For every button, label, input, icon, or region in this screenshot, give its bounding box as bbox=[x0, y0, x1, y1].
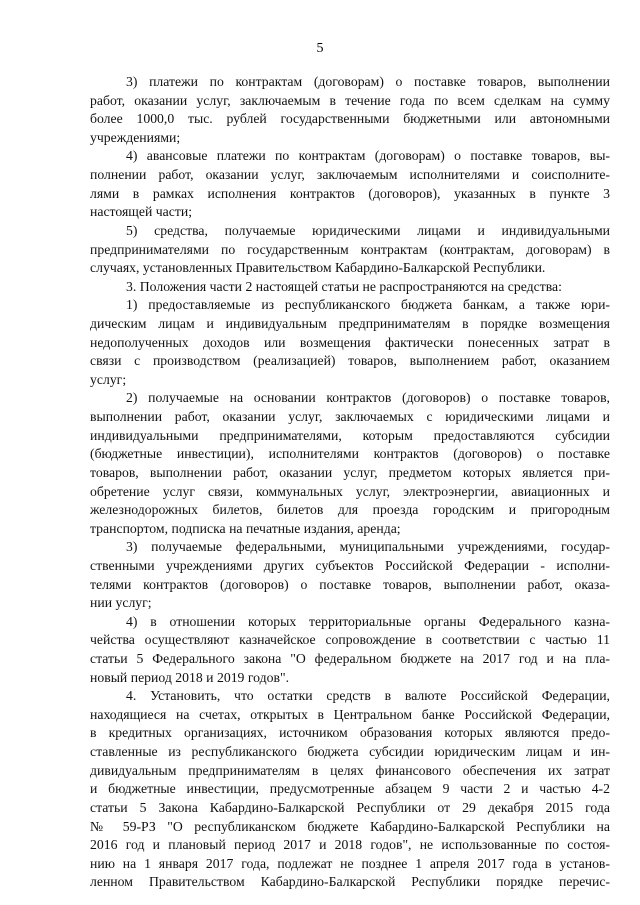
text-line: учреждениями; bbox=[90, 129, 181, 145]
text-line: 5) средства, получаемые юридическими лицами и индивидуальными bbox=[126, 222, 610, 238]
text-line: предпринимателями по государственным контрактам (контрактам, договорам) в bbox=[90, 241, 610, 257]
text-line: обретение услуг связи, коммунальных услуг, электроэнергии, авиационных и bbox=[90, 483, 610, 499]
text-line: 1) предоставляемые из республиканского бюджета банкам, а также юри- bbox=[126, 297, 610, 313]
text-line: 2) получаемые на основании контрактов (договоров) о поставке товаров, bbox=[126, 390, 610, 406]
text-line: ставленные из республиканского бюджета субсидии юридическим лицам и ин- bbox=[90, 744, 610, 760]
text-line: 4) авансовые платежи по контрактам (договорам) о поставке товаров, вы- bbox=[126, 148, 610, 164]
text-line: лями в рамках исполнения контрактов (договоров), указанных в пункте 3 bbox=[90, 185, 610, 201]
text-line: № 59-РЗ "О республиканском бюджете Кабардино-Балкарской Республики на bbox=[90, 818, 610, 834]
text-line: железнодорожных билетов, билетов для проезда городским и пригородным bbox=[90, 502, 610, 518]
text-line: полнении работ, оказании услуг, заключаемым исполнителями и соисполните- bbox=[90, 167, 610, 183]
text-line: новый период 2018 и 2019 годов". bbox=[90, 669, 290, 685]
text-line: находящиеся на счетах, открытых в Центральном банке Российской Федерации, bbox=[90, 706, 610, 722]
text-line: 2016 год и плановый период 2017 и 2018 годов", не использованные по состоя- bbox=[90, 837, 610, 853]
text-line: нии услуг; bbox=[90, 595, 152, 611]
text-line: связи с производством (реализацией) товаров, выполнением работ, оказанием bbox=[90, 353, 610, 369]
text-line: ственными учреждениями других субъектов Российской Федерации - исполни- bbox=[90, 557, 610, 573]
text-line: статьи 5 Закона Кабардино-Балкарской Республики от 29 декабря 2015 года bbox=[90, 799, 610, 815]
text-line: 4. Установить, что остатки средств в валюте Российской Федерации, bbox=[126, 688, 610, 704]
text-line: 3) платежи по контрактам (договорам) о поставке товаров, выполнении bbox=[126, 74, 610, 89]
page-number: 5 bbox=[316, 41, 324, 56]
text-line: индивидуальными предпринимателями, которым предоставляются субсидии bbox=[90, 427, 610, 443]
text-line: (бюджетные инвестиции), исполнителями контрактов (договоров) о поставке bbox=[90, 446, 610, 462]
text-line: ленном Правительством Кабардино-Балкарской Республики порядке перечис- bbox=[90, 874, 610, 890]
text-line: 4) в отношении которых территориальные органы Федерального казна- bbox=[126, 613, 610, 629]
text-line: нию на 1 января 2017 года, подлежат не позднее 1 апреля 2017 года в установ- bbox=[90, 855, 610, 871]
text-line: товаров, выполнении работ, оказании услуг, предметом которых является при- bbox=[90, 464, 610, 480]
text-line: выполнении работ, оказании услуг, заключаемых с юридическими лицами и bbox=[90, 409, 610, 425]
text-line: работ, оказании услуг, заключаемым в течение года по всем сделкам на сумму bbox=[90, 92, 610, 108]
text-line: статьи 5 Федерального закона "О федеральном бюджете на 2017 год и на пла- bbox=[90, 651, 610, 667]
text-line: и бюджетные инвестиции, предусмотренные абзацем 9 части 2 и частью 4-2 bbox=[90, 781, 610, 797]
text-line: транспортом, подписка на печатные издания, аренда; bbox=[90, 520, 401, 536]
text-line: более 1000,0 тыс. рублей государственными бюджетными или автономными bbox=[90, 111, 610, 127]
text-line: в кредитных организациях, источником образования которых являются предо- bbox=[90, 725, 610, 741]
text-line: услуг; bbox=[90, 371, 127, 387]
text-line: телями контрактов (договоров) о поставке товаров, выполнении работ, оказа- bbox=[90, 576, 610, 592]
text-line: дивидуальным предпринимателям в целях финансового обеспечения их затрат bbox=[90, 762, 610, 778]
text-line: случаях, установленных Правительством Кабардино-Балкарской Республики. bbox=[90, 260, 546, 276]
text-line: чейства осуществляют казначейское сопровождение в соответствии с частью 11 bbox=[90, 632, 610, 648]
text-line: 3) получаемые федеральными, муниципальными учреждениями, государ- bbox=[126, 539, 610, 555]
text-line: дическим лицам и индивидуальным предпринимателям в порядке возмещения bbox=[90, 315, 610, 331]
text-line: настоящей части; bbox=[90, 204, 193, 220]
text-line: недополученных доходов или возмещения фактически понесенных затрат в bbox=[90, 334, 610, 350]
text-line: 3. Положения части 2 настоящей статьи не распространяются на средства: bbox=[126, 278, 562, 294]
